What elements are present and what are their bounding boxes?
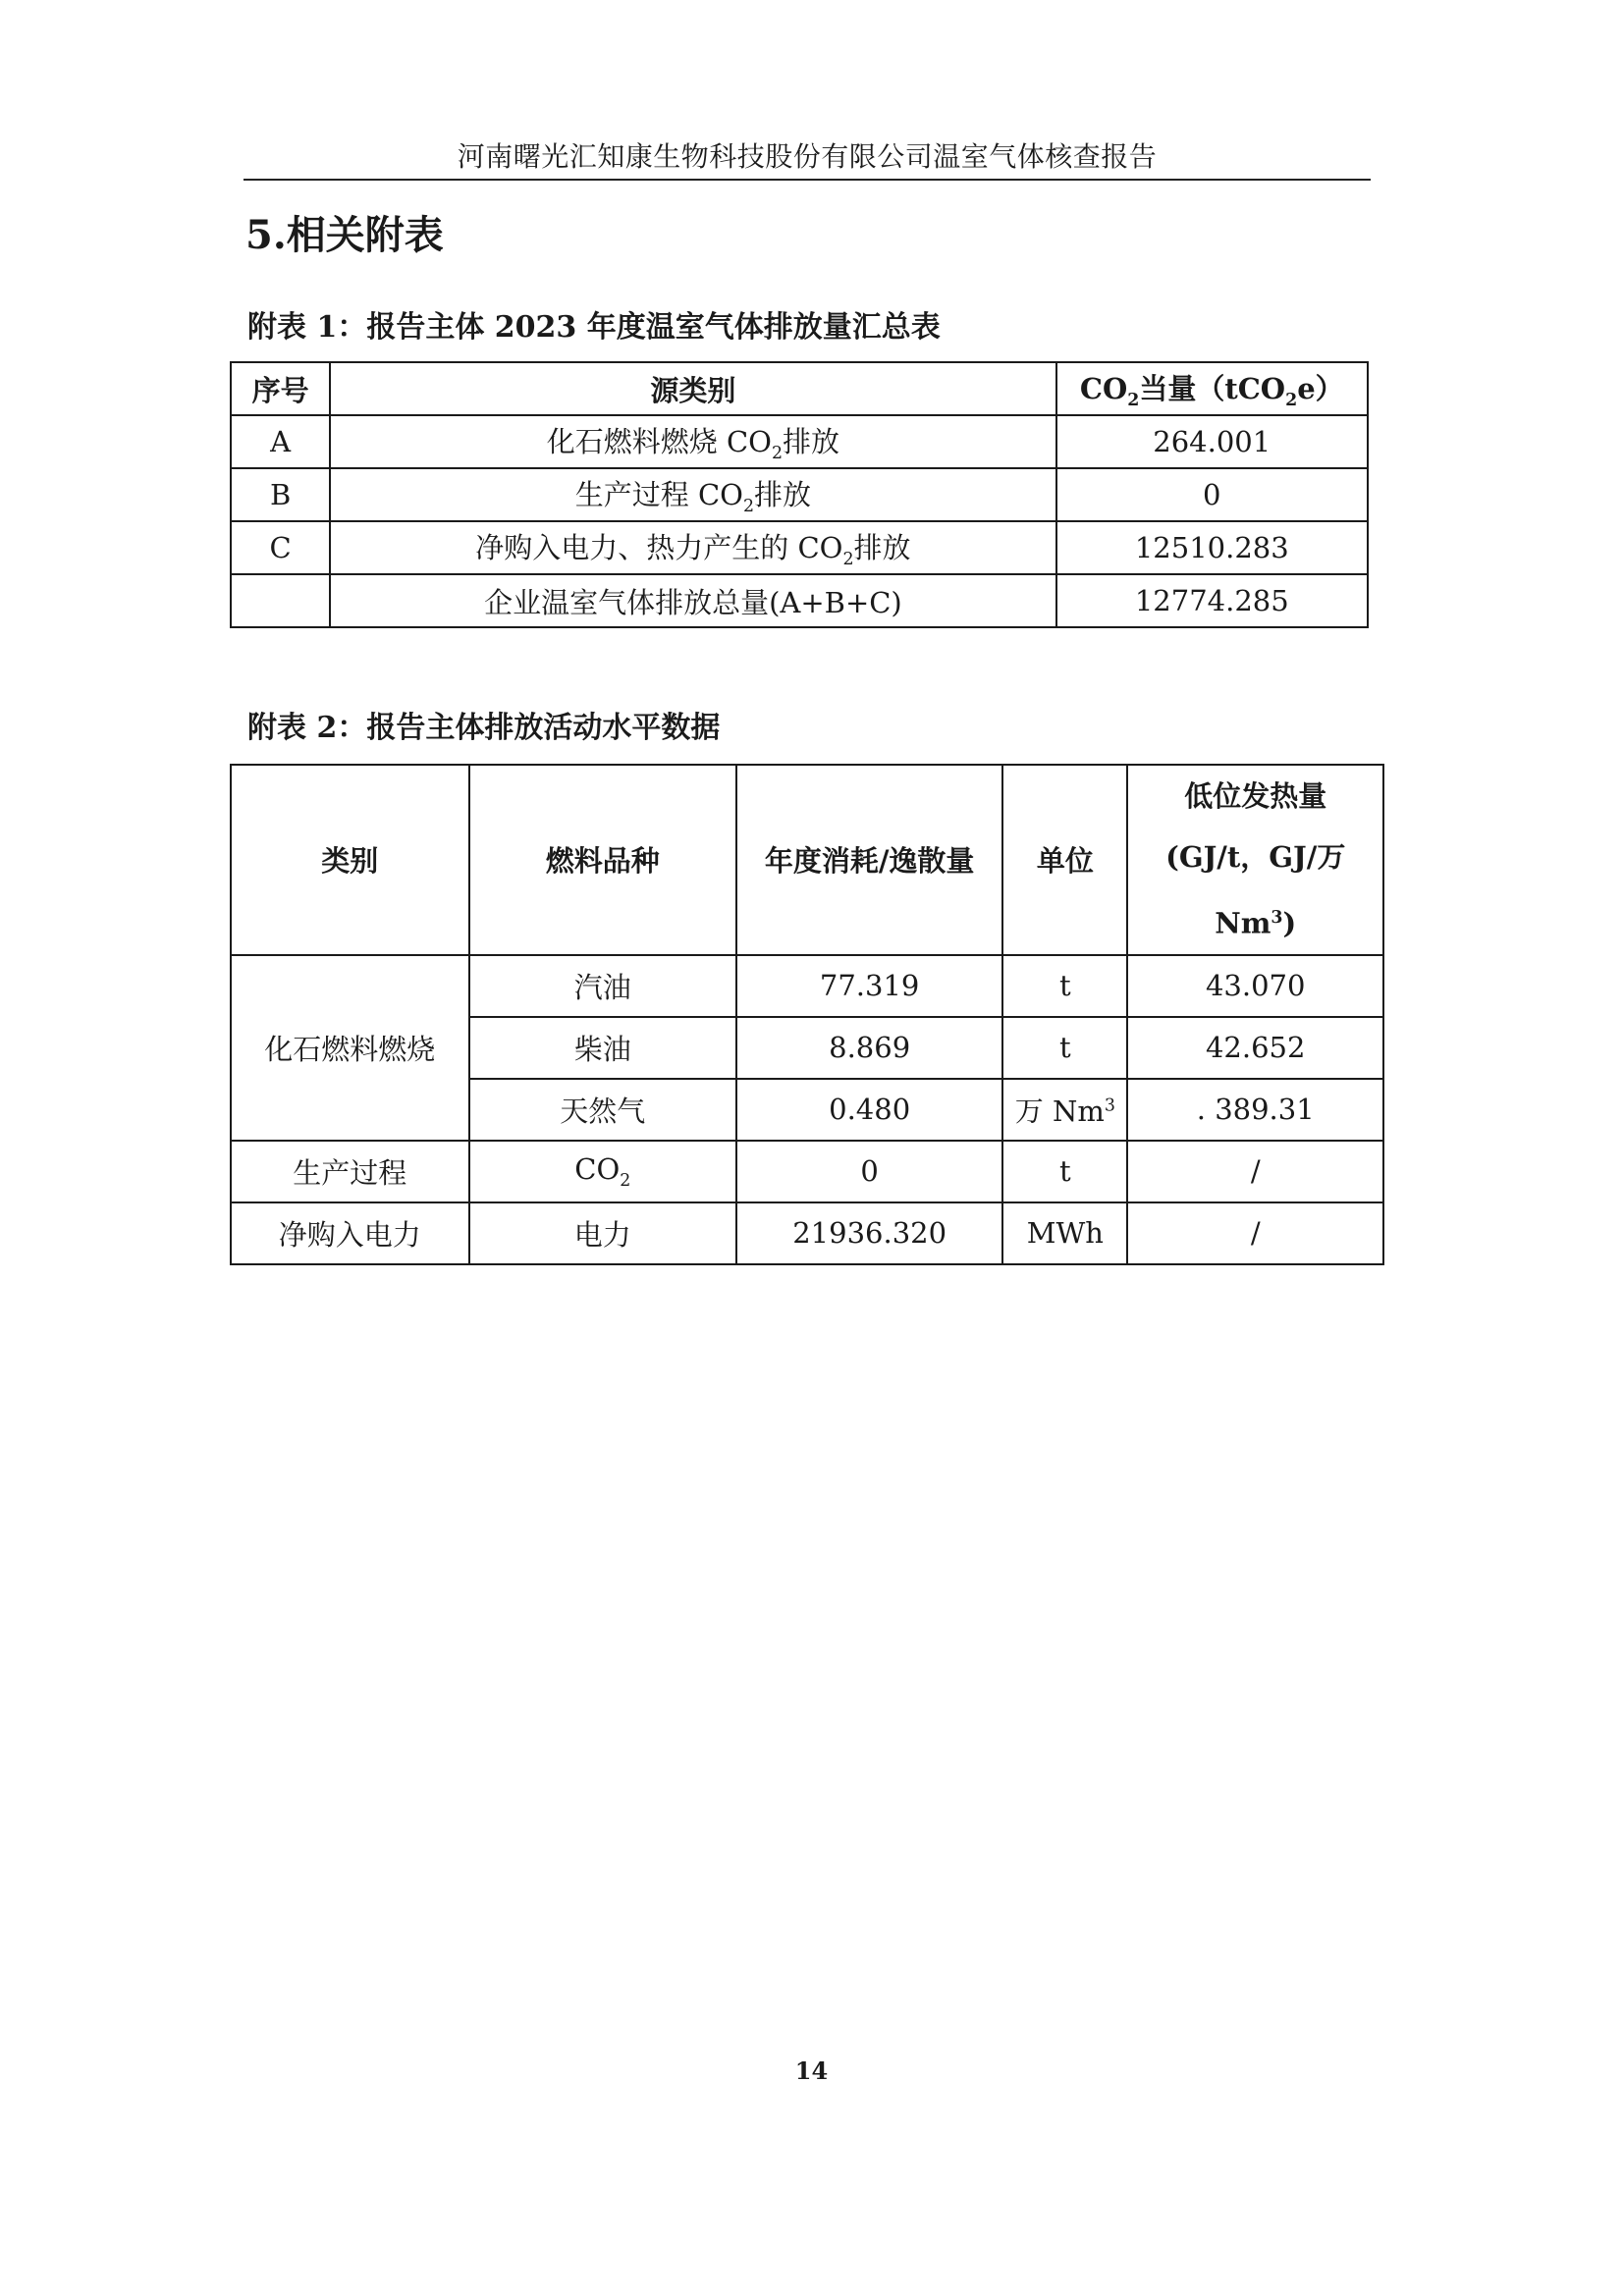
row-index: A [231, 415, 330, 468]
fuel-text: CO [574, 1151, 621, 1186]
unit-cell [1002, 1079, 1127, 1141]
row-value: 264.001 [1056, 415, 1368, 468]
fuel-cell: 汽油 [469, 955, 737, 1017]
table-row [231, 574, 1368, 627]
source-text: 排放 [783, 425, 840, 459]
table-row [231, 415, 1368, 468]
unit-text: 万 Nm [1014, 1094, 1105, 1128]
row-value: 12510.283 [1056, 521, 1368, 574]
unit-cell: t [1002, 1017, 1127, 1079]
ncv-cell: 42.652 [1127, 1017, 1383, 1079]
source-text: 排放 [754, 478, 812, 512]
category-power: 净购入电力 [231, 1202, 469, 1264]
unit-cell: MWh [1002, 1202, 1127, 1264]
header-ncv [1127, 765, 1383, 955]
table-header-row [231, 765, 1383, 955]
row-source [330, 521, 1055, 574]
amount-cell: 8.869 [736, 1017, 1002, 1079]
row-index [231, 574, 330, 627]
header-co2e-part: e） [1297, 372, 1344, 406]
row-value: 12774.285 [1056, 574, 1368, 627]
ncv-cell: / [1127, 1141, 1383, 1202]
ncv-line: 低位发热量 [1184, 779, 1327, 813]
subscript: 2 [771, 443, 784, 463]
header-unit: 单位 [1002, 765, 1127, 955]
header-co2e [1056, 362, 1368, 415]
amount-cell: 77.319 [736, 955, 1002, 1017]
category-process: 生产过程 [231, 1141, 469, 1202]
table2-caption: 附表 2：报告主体排放活动水平数据 [247, 711, 721, 745]
ncv-unit: ) [1282, 906, 1297, 940]
ncv-unit: Nm [1215, 906, 1271, 940]
fuel-cell: 电力 [469, 1202, 737, 1264]
amount-cell: 0.480 [736, 1079, 1002, 1141]
row-value: 0 [1056, 468, 1368, 521]
fuel-cell: 天然气 [469, 1079, 737, 1141]
emission-summary-table [230, 361, 1369, 628]
category-fossil: 化石燃料燃烧 [231, 955, 469, 1141]
report-header: 河南曙光汇知康生物科技股份有限公司温室气体核查报告 [457, 140, 1158, 173]
header-category: 类别 [231, 765, 469, 955]
source-text: 生产过程 CO [574, 478, 743, 512]
header-source: 源类别 [330, 362, 1055, 415]
header-co2e-part: 当量（tCO [1139, 372, 1286, 406]
ncv-line [1128, 887, 1382, 954]
source-text: 化石燃料燃烧 CO [546, 425, 772, 459]
table1-caption: 附表 1：报告主体 2023 年度温室气体排放量汇总表 [247, 310, 941, 345]
ncv-line: (GJ/t，GJ/万 [1165, 840, 1346, 874]
amount-cell: 21936.320 [736, 1202, 1002, 1264]
header-amount: 年度消耗/逸散量 [736, 765, 1002, 955]
subscript: 2 [1285, 390, 1298, 410]
ncv-cell: / [1127, 1202, 1383, 1264]
table-row [231, 468, 1368, 521]
fuel-cell [469, 1141, 737, 1202]
table-row [231, 1141, 1383, 1202]
ncv-cell: 43.070 [1127, 955, 1383, 1017]
table-row [231, 1202, 1383, 1264]
subscript: 2 [742, 496, 755, 516]
row-index: C [231, 521, 330, 574]
superscript: 3 [1104, 1095, 1115, 1115]
row-index: B [231, 468, 330, 521]
subscript: 2 [620, 1170, 631, 1191]
superscript: 3 [1271, 908, 1283, 928]
source-text: 企业温室气体排放总量(A+B+C) [484, 585, 902, 619]
subscript: 2 [1127, 390, 1140, 410]
page-number: 14 [794, 2056, 829, 2085]
row-source [330, 468, 1055, 521]
amount-cell: 0 [736, 1141, 1002, 1202]
table-header-row [231, 362, 1368, 415]
header-fuel: 燃料品种 [469, 765, 737, 955]
row-source [330, 574, 1055, 627]
header-divider [243, 179, 1371, 181]
source-text: 净购入电力、热力产生的 CO [475, 531, 843, 565]
table-row [231, 955, 1383, 1017]
fuel-cell: 柴油 [469, 1017, 737, 1079]
activity-data-table [230, 764, 1384, 1265]
unit-cell: t [1002, 955, 1127, 1017]
source-text: 排放 [853, 531, 911, 565]
subscript: 2 [842, 549, 854, 569]
header-index: 序号 [231, 362, 330, 415]
row-source [330, 415, 1055, 468]
section-title: 5.相关附表 [245, 212, 444, 258]
table-row [231, 521, 1368, 574]
unit-cell: t [1002, 1141, 1127, 1202]
header-co2e-part: CO [1079, 372, 1128, 406]
ncv-cell: . 389.31 [1127, 1079, 1383, 1141]
